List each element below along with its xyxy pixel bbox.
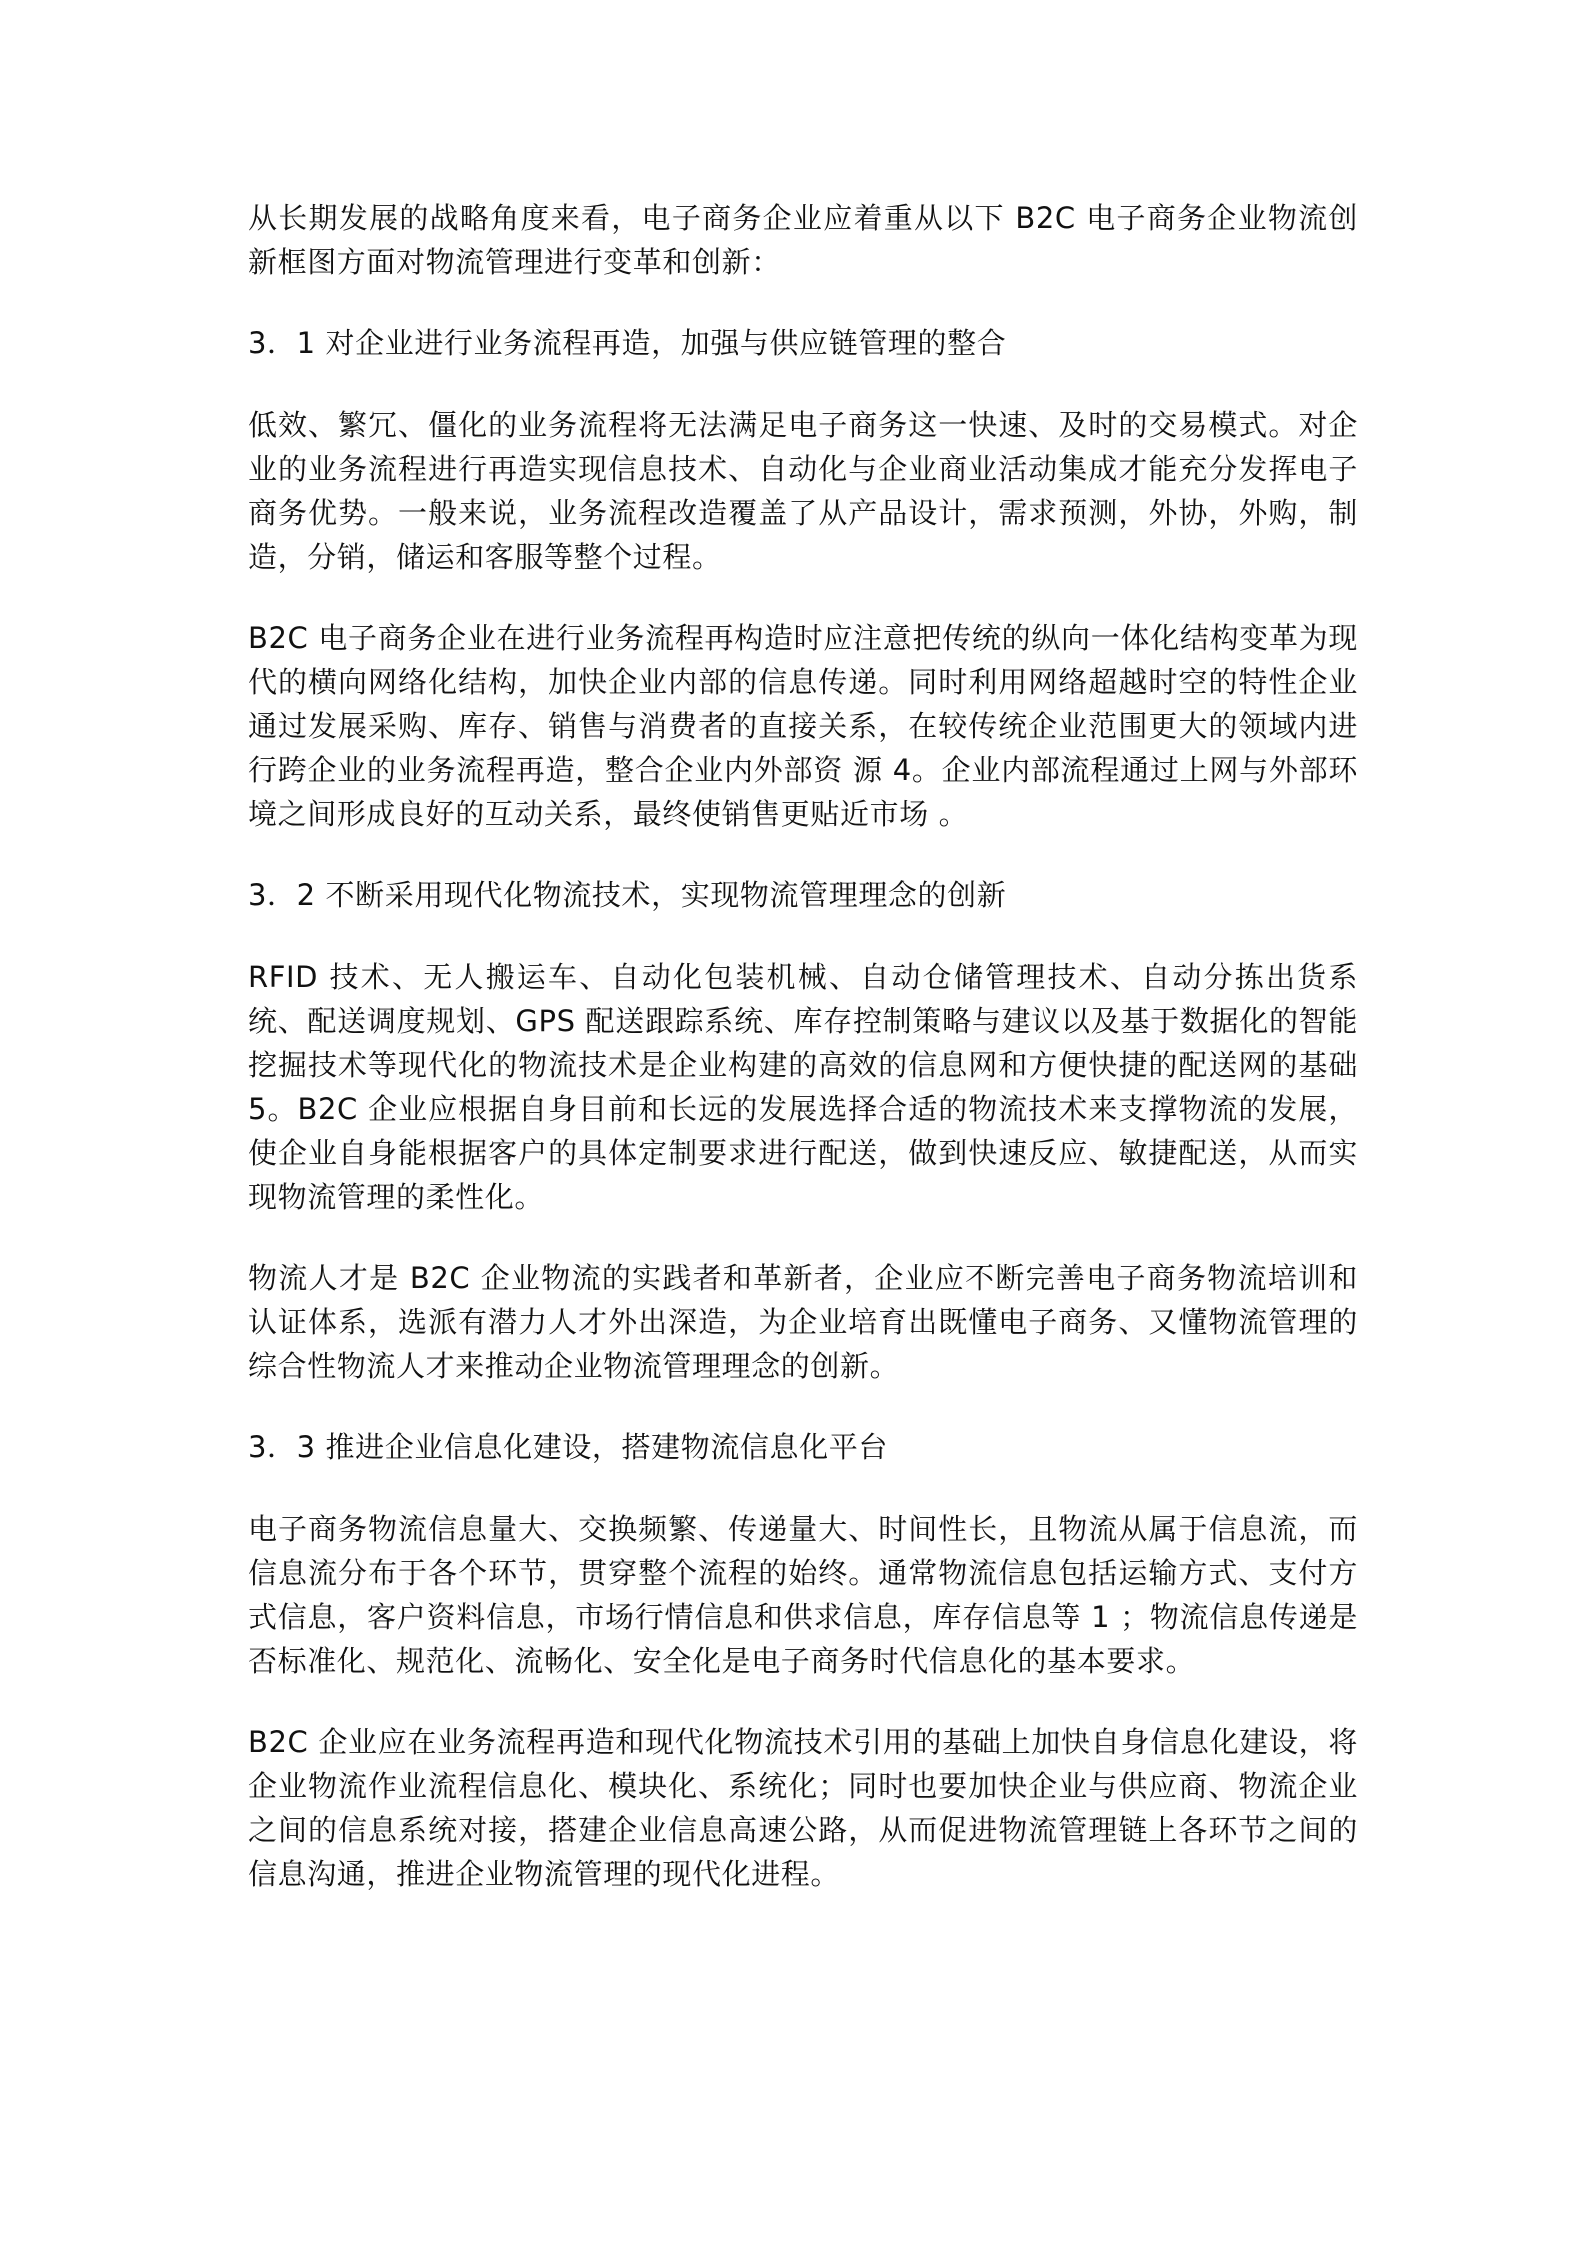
intro-paragraph: 从长期发展的战略角度来看，电子商务企业应着重从以下 B2C 电子商务企业物流创新框图方面对物流管理进行变革和创新： [248,201,1358,279]
section-heading-3-3: 3．3 推进企业信息化建设，搭建物流信息化平台 [248,1430,888,1464]
paragraph-process-inefficiency: 低效、繁冗、僵化的业务流程将无法满足电子商务这一快速、及时的交易模式。对企业的业务流程进行再造实现信息技术、自动化与企业商业活动集成才能充分发挥电子商务优势。一般来说，业务流程改造覆盖了从产品设计，需求预测，外协，外购，制造，分销，储运和客服等整个过程。 [248,408,1358,574]
document-body [248,196,1358,1933]
paragraph-logistics-information: 电子商务物流信息量大、交换频繁、传递量大、时间性长，且物流从属于信息流，而信息流分布于各个环节，贯穿整个流程的始终。通常物流信息包括运输方式、支付方式信息，客户资料信息，市场行情信息和供求信息，库存信息等 1 ；物流信息传递是否标准化、规范化、流畅化、安全化是电子商务时代信息化的基本要求。 [248,1512,1358,1678]
paragraph-logistics-talent: 物流人才是 B2C 企业物流的实践者和革新者，企业应不断完善电子商务物流培训和认证体系，选派有潜力人才外出深造，为企业培育出既懂电子商务、又懂物流管理的综合性物流人才来推动企业物流管理理念的创新。 [248,1261,1358,1383]
section-heading-3-2: 3．2 不断采用现代化物流技术，实现物流管理理念的创新 [248,878,1007,912]
section-heading-3-1: 3．1 对企业进行业务流程再造，加强与供应链管理的整合 [248,326,1007,360]
paragraph-process-restructuring: B2C 电子商务企业在进行业务流程再构造时应注意把传统的纵向一体化结构变革为现代的横向网络化结构，加快企业内部的信息传递。同时利用网络超越时空的特性企业通过发展采购、库存、销售与消费者的直接关系，在较传统企业范围更大的领域内进行跨企业的业务流程再造，整合企业内外部资 源 4。企业内部流程通过上网与外部环境之间形成良好的互动关系，最终使销售更贴近市场 。 [248,621,1358,831]
paragraph-logistics-technology: RFID 技术、无人搬运车、自动化包装机械、自动仓储管理技术、自动分拣出货系统、配送调度规划、GPS 配送跟踪系统、库存控制策略与建议以及基于数据化的智能挖掘技术等现代化的物流技术是企业构建的高效的信息网和方便快捷的配送网的基础 5。B2C 企业应根据自身目前和长远的发展选择合适的物流技术来支撑物流的发展，使企业自身能根据客户的具体定制要求进行配送，做到快速反应、敏捷配送，从而实现物流管理的柔性化。 [248,960,1358,1214]
paragraph-information-platform: B2C 企业应在业务流程再造和现代化物流技术引用的基础上加快自身信息化建设，将企业物流作业流程信息化、模块化、系统化；同时也要加快企业与供应商、物流企业之间的信息系统对接，搭建企业信息高速公路，从而促进物流管理链上各环节之间的信息沟通，推进企业物流管理的现代化进程。 [248,1725,1358,1891]
